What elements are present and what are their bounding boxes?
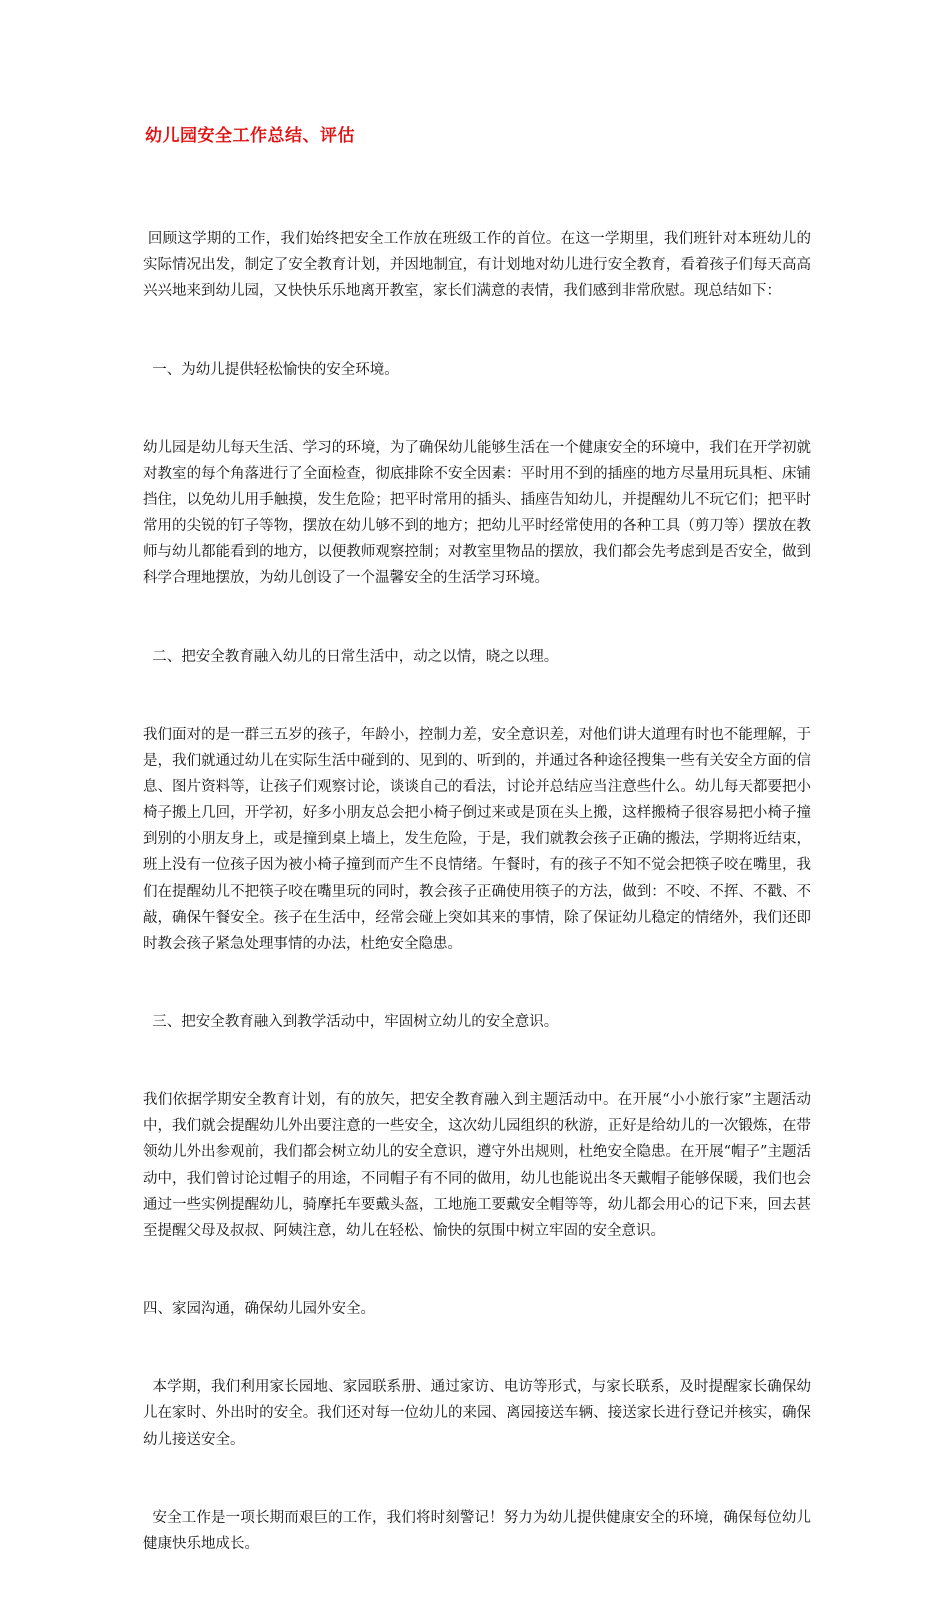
section-4-paragraph: 本学期，我们利用家长园地、家园联系册、通过家访、电访等形式，与家长联系，及时提醒家长确保幼儿在家时、外出时的安全。我们还对每一位幼儿的来园、离园接送车辆、接送家长进行登记并核实，确保幼儿接送安全。 (143, 1379, 812, 1448)
document-title: 幼儿园安全工作总结、评估 (145, 126, 355, 146)
section-1-heading: 一、为幼儿提供轻松愉快的安全环境。 (143, 361, 399, 378)
section-2-heading: 二、把安全教育融入幼儿的日常生活中，动之以情，晓之以理。 (143, 648, 559, 665)
closing-paragraph: 安全工作是一项长期而艰巨的工作，我们将时刻警记！努力为幼儿提供健康安全的环境，确保每位幼儿健康快乐地成长。 (143, 1509, 812, 1552)
section-2-paragraph: 我们面对的是一群三五岁的孩子，年龄小，控制力差，安全意识差，对他们讲大道理有时也不能理解，于是，我们就通过幼儿在实际生活中碰到的、见到的、听到的，并通过各种途径搜集一些有关安全方面的信息、图片资料等，让孩子们观察讨论，谈谈自己的看法，讨论并总结应当注意些什么。幼儿每天都要把小椅子搬上几回，开学初，好多小朋友总会把小椅子倒过来或是顶在头上搬，这样搬椅子很容易把小椅子撞到别的小朋友身上，或是撞到桌上墙上，发生危险，于是，我们就教会孩子正确的搬法，学期将近结束，班上没有一位孩子因为被小椅子撞到而产生不良情绪。午餐时，有的孩子不知不觉会把筷子咬在嘴里，我们在提醒幼儿不把筷子咬在嘴里玩的同时，教会孩子正确使用筷子的方法，做到：不咬、不挥、不戳、不敲，确保午餐安全。孩子在生活中，经常会碰上突如其来的事情，除了保证幼儿稳定的情绪外，我们还即时教会孩子紧急处理事情的办法，杜绝安全隐患。 (143, 726, 811, 952)
document-content (143, 122, 811, 1609)
section-3-heading: 三、把安全教育融入到教学活动中，牢固树立幼儿的安全意识。 (143, 1014, 559, 1030)
section-4-heading: 四、家园沟通，确保幼儿园外安全。 (143, 1301, 375, 1318)
intro-paragraph: 回顾这学期的工作，我们始终把安全工作放在班级工作的首位。在这一学期里，我们班针对本班幼儿的实际情况出发，制定了安全教育计划，并因地制宜，有计划地对幼儿进行安全教育，看着孩子们每天高高兴兴地来到幼儿园，又快快乐乐地离开教室，家长们满意的表情，我们感到非常欣慰。现总结如下： (143, 231, 812, 300)
section-1-paragraph: 幼儿园是幼儿每天生活、学习的环境，为了确保幼儿能够生活在一个健康安全的环境中，我们在开学初就对教室的每个角落进行了全面检查，彻底排除不安全因素：平时用不到的插座的地方尽量用玩具柜、床铺挡住，以免幼儿用手触摸，发生危险；把平时常用的插头、插座告知幼儿，并提醒幼儿不玩它们；把平时常用的尖锐的钉子等物，摆放在幼儿够不到的地方；把幼儿平时经常使用的各种工具（剪刀等）摆放在教师与幼儿都能看到的地方，以便教师观察控制；对教室里物品的摆放，我们都会先考虑到是否安全，做到科学合理地摆放，为幼儿创设了一个温馨安全的生活学习环境。 (143, 439, 811, 587)
document-body (143, 174, 811, 1609)
section-3-paragraph: 我们依据学期安全教育计划，有的放矢，把安全教育融入到主题活动中。在开展“小小旅行家”主题活动中，我们就会提醒幼儿外出要注意的一些安全，这次幼儿园组织的秋游，正好是给幼儿的一次锻炼，在带领幼儿外出参观前，我们都会树立幼儿的安全意识，遵守外出规则，杜绝安全隐患。在开展“帽子”主题活动中，我们曾讨论过帽子的用途，不同帽子有不同的做用，幼儿也能说出冬天戴帽子能够保暖，我们也会通过一些实例提醒幼儿，骑摩托车要戴头盔，工地施工要戴安全帽等等，幼儿都会用心的记下来，回去甚至提醒父母及叔叔、阿姨注意，幼儿在轻松、愉快的氛围中树立牢固的安全意识。 (143, 1092, 811, 1239)
